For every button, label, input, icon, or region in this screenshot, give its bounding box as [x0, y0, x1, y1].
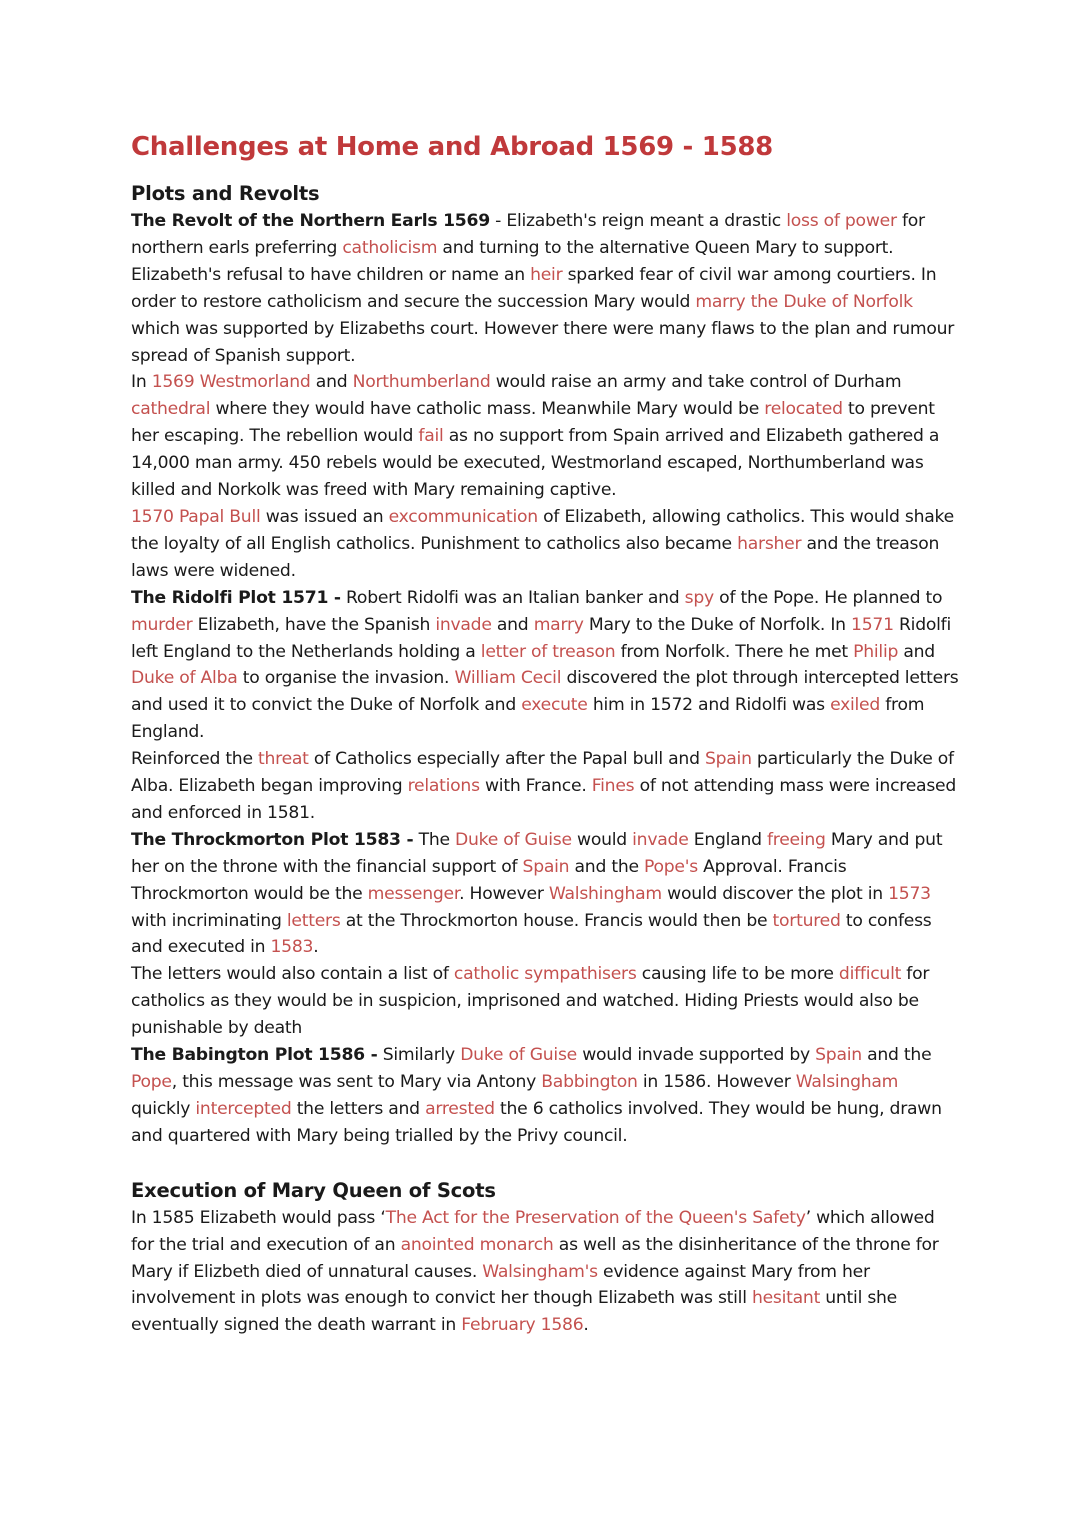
highlighted-term: Duke of Alba: [131, 668, 238, 689]
subheading-inline: The Babington Plot 1586 -: [131, 1045, 378, 1066]
highlighted-term: loss of power: [786, 211, 897, 231]
subheading-inline: The Throckmorton Plot 1583 -: [131, 829, 414, 850]
highlighted-term: Philip: [853, 641, 899, 662]
highlighted-term: 1571: [851, 614, 894, 635]
section-spacer: [131, 1150, 961, 1177]
highlighted-term: tortured: [772, 910, 841, 931]
highlighted-term: Pope: [131, 1072, 172, 1092]
highlighted-term: arrested: [425, 1098, 495, 1119]
highlighted-term: relocated: [764, 399, 843, 420]
highlighted-term: cathedral: [131, 399, 211, 420]
paragraph-reinforced-threat: Reinforced the threat of Catholics especially after the Papal bull and Spain particularly the Duke of Alba. Elizabeth began improving relations with France. Fines of not attending mass were increased and enforced in 1581.: [131, 749, 957, 823]
highlighted-term: letter of treason: [480, 641, 616, 662]
subheading-inline: The Ridolfi Plot 1571 -: [131, 587, 341, 608]
highlighted-term: Babbington: [541, 1072, 638, 1092]
highlighted-term: hesitant: [751, 1288, 821, 1309]
highlighted-term: Pope's: [644, 856, 698, 877]
paragraph-northern-earls: The Revolt of the Northern Earls 1569 - Elizabeth's reign meant a drastic loss of power for northern earls preferring catholicism and turning to the alternative Queen Mary to support. Elizabeth's refusal to have children or name an heir sparked fear of civil war among courtiers. In order to restore catholicism and secure the succession Mary would marry the Duke of Norfolk which was supported by Elizabeths court. However there were many flaws to the plan and rumour spread of Spanish support.: [131, 211, 955, 366]
highlighted-term: letters: [286, 910, 341, 931]
highlighted-term: spy: [684, 587, 714, 608]
highlighted-term: 1569 Westmorland: [151, 372, 311, 393]
highlighted-term: Walsingham: [795, 1072, 899, 1092]
subheading-inline: The Revolt of the Northern Earls 1569: [131, 211, 490, 231]
highlighted-term: execute: [521, 695, 588, 716]
highlighted-term: catholicism: [342, 237, 438, 258]
highlighted-term: marry the Duke of Norfolk: [695, 291, 913, 312]
paragraph-execution-of-mary: In 1585 Elizabeth would pass ‘The Act for the Preservation of the Queen's Safety’ which allowed for the trial and execution of an anointed monarch as well as the disinheritance of the throne for Mary if Elizbeth died of unnatural causes. Walsingham's evidence against Mary from her involvement in plots was enough to convict her though Elizabeth was still hesitant until she eventually signed the death warrant in February 1586.: [131, 1207, 939, 1336]
paragraph-babington-plot: The Babington Plot 1586 - Similarly Duke of Guise would invade supported by Spain and the Pope, this message was sent to Mary via Antony Babbington in 1586. However Walsingham quickly intercepted the letters and arrested the 6 catholics involved. They would be hung, drawn and quartered with Mary being trialled by the Privy council.: [131, 1045, 942, 1146]
paragraph-papal-bull: 1570 Papal Bull was issued an excommunication of Elizabeth, allowing catholics. This would shake the loyalty of all English catholics. Punishment to catholics also became harsher and the treason laws were widened.: [131, 506, 954, 581]
highlighted-term: 1573: [888, 883, 931, 904]
highlighted-term: Duke of Guise: [460, 1045, 577, 1066]
highlighted-term: exiled: [830, 695, 881, 716]
highlighted-term: William Cecil: [454, 668, 562, 689]
highlighted-term: Spain: [815, 1045, 862, 1066]
highlighted-term: Northumberland: [352, 372, 491, 393]
paragraph-throckmorton-plot: The Throckmorton Plot 1583 - The Duke of Guise would invade England freeing Mary and put her on the throne with the financial support of Spain and the Pope's Approval. Francis Throckmorton would be the messenger. However Walshingham would discover the plot in 1573 with incriminating letters at the Throckmorton house. Francis would then be tortured to confess and executed in 1583.: [131, 829, 943, 958]
paragraph-catholic-sympathisers: The letters would also contain a list of catholic sympathisers causing life to be more difficult for catholics as they would be in suspicion, imprisoned and watched. Hiding Priests would also be punishable by death: [131, 964, 930, 1039]
highlighted-term: 1570 Papal Bull: [131, 506, 261, 527]
highlighted-term: freeing: [766, 829, 826, 850]
highlighted-term: harsher: [737, 533, 802, 554]
highlighted-term: Spain: [704, 749, 752, 770]
highlighted-term: marry: [533, 614, 584, 635]
highlighted-term: catholic sympathisers: [453, 964, 637, 985]
section-heading: Execution of Mary Queen of Scots: [131, 1178, 496, 1202]
highlighted-term: Duke of Guise: [455, 829, 572, 850]
section-plots-and-revolts: [131, 180, 961, 1150]
highlighted-term: 1583: [270, 937, 314, 958]
highlighted-term: threat: [258, 749, 309, 770]
highlighted-term: Fines: [591, 776, 635, 797]
highlighted-term: intercepted: [195, 1098, 292, 1119]
highlighted-term: anointed monarch: [400, 1234, 554, 1255]
section-execution-of-mary: [131, 1177, 961, 1340]
document-page: [131, 128, 961, 1339]
highlighted-term: difficult: [838, 964, 902, 985]
paragraph-1569-rebellion: In 1569 Westmorland and Northumberland would raise an army and take control of Durham cathedral where they would have catholic mass. Meanwhile Mary would be relocated to prevent her escaping. The rebellion would fail as no support from Spain arrived and Elizabeth gathered a 14,000 man army. 450 rebels would be executed, Westmorland escaped, Northumberland was killed and Norkolk was freed with Mary remaining captive.: [131, 372, 940, 501]
highlighted-term: messenger: [367, 883, 460, 904]
paragraph-ridolfi-plot: The Ridolfi Plot 1571 - Robert Ridolfi was an Italian banker and spy of the Pope. He planned to murder Elizabeth, have the Spanish invade and marry Mary to the Duke of Norfolk. In 1571 Ridolfi left England to the Netherlands holding a letter of treason from Norfolk. There he met Philip and Duke of Alba to organise the invasion. William Cecil discovered the plot through intercepted letters and used it to convict the Duke of Norfolk and execute him in 1572 and Ridolfi was exiled from England.: [131, 587, 959, 743]
highlighted-term: fail: [418, 426, 444, 447]
highlighted-term: February 1586: [461, 1315, 584, 1336]
highlighted-term: Spain: [522, 856, 570, 877]
highlighted-term: murder: [131, 614, 193, 635]
highlighted-term: invade: [435, 614, 492, 635]
highlighted-term: invade: [632, 829, 689, 850]
highlighted-term: relations: [407, 776, 480, 797]
document-title: Challenges at Home and Abroad 1569 - 1588: [131, 132, 773, 162]
highlighted-term: The Act for the Preservation of the Queen's Safety: [385, 1207, 806, 1228]
highlighted-term: heir: [530, 264, 563, 285]
highlighted-term: Walsingham's: [482, 1261, 598, 1282]
highlighted-term: Walshingham: [548, 883, 662, 904]
section-heading: Plots and Revolts: [131, 182, 320, 205]
highlighted-term: excommunication: [388, 506, 538, 527]
